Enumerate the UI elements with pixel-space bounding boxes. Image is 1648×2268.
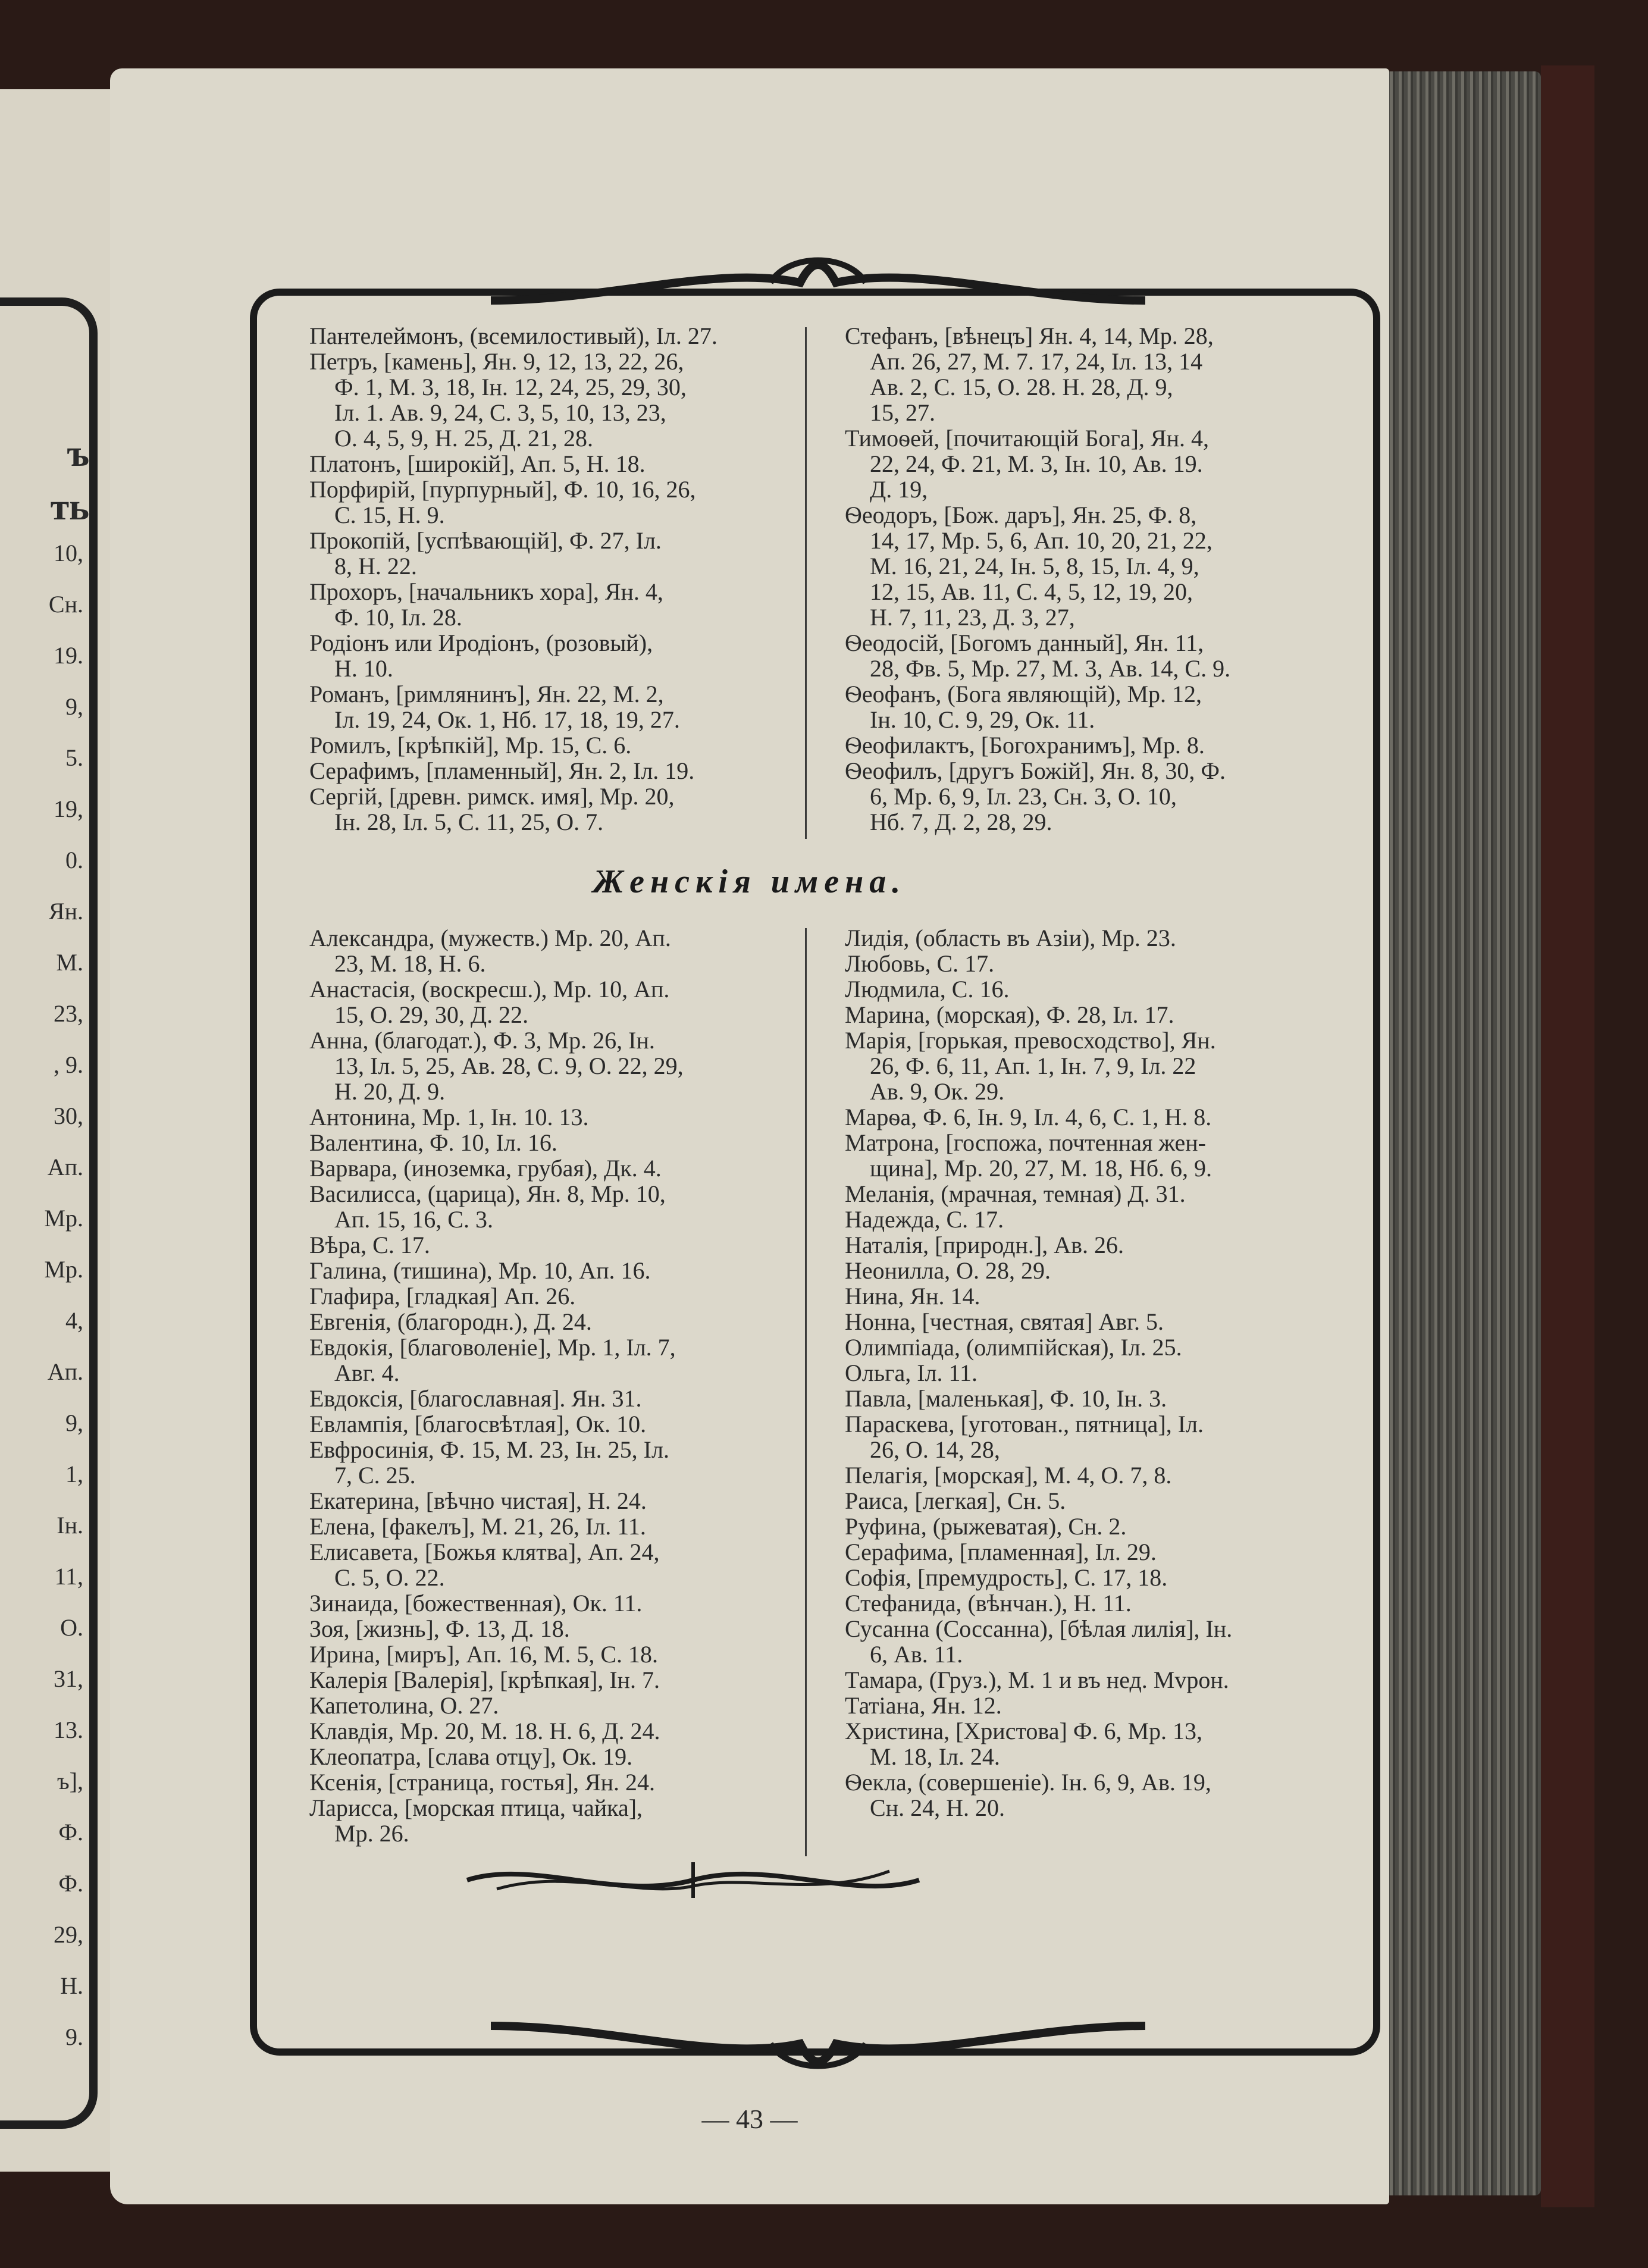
- entry-line: Софія, [премудрость], С. 17, 18.: [845, 1564, 1168, 1591]
- entry-continuation-line: Іл. 1. Ав. 9, 24, С. 3, 5, 10, 13, 23,: [334, 399, 666, 426]
- entry-line: Галина, (тишина), Мр. 10, Ап. 16.: [309, 1257, 651, 1284]
- entry-continuation-line: 13, Іл. 5, 25, Ав. 28, С. 9, О. 22, 29,: [334, 1052, 684, 1079]
- entry-line: Анна, (благодат.), Ф. 3, Мр. 26, Ін.: [309, 1027, 655, 1054]
- entry-line: Александра, (мужеств.) Мр. 20, Ап.: [309, 925, 671, 951]
- entry-line: Родіонъ или Иродіонъ, (розовый),: [309, 629, 653, 656]
- entry-line: Евгенія, (благородн.), Д. 24.: [309, 1308, 592, 1335]
- entry-continuation-line: 23, М. 18, Н. 6.: [334, 950, 486, 977]
- name-entry: [845, 1283, 1309, 1309]
- female-names-right-column: [845, 925, 1309, 1821]
- entry-line: Антонина, Мр. 1, Ін. 10. 13.: [309, 1104, 589, 1130]
- name-entry: [309, 477, 767, 528]
- name-entry: [845, 1028, 1309, 1104]
- entry-continuation-line: Авг. 4.: [334, 1359, 400, 1386]
- name-entry: [309, 1539, 767, 1590]
- left-page-fragment: , 9.: [54, 1051, 83, 1078]
- name-entry: [309, 1130, 767, 1155]
- entry-line: Ѳеофанъ, (Бога являющій), Мр. 12,: [845, 681, 1202, 707]
- page-number: — 43 —: [701, 2104, 798, 2134]
- left-page-fragment: 9.: [65, 2023, 83, 2050]
- entry-line: Руфина, (рыжеватая), Сн. 2.: [845, 1513, 1127, 1540]
- name-entry: [845, 1667, 1309, 1693]
- entry-line: Серафимъ, [пламенный], Ян. 2, Іл. 19.: [309, 757, 695, 784]
- entry-line: Раиса, [легкая], Сн. 5.: [845, 1487, 1066, 1514]
- entry-line: Калерія [Валерія], [крѣпкая], Ін. 7.: [309, 1666, 660, 1693]
- name-entry: [309, 1590, 767, 1616]
- name-entry: [845, 758, 1309, 835]
- left-page-fragment: 19,: [54, 795, 83, 822]
- name-entry: [845, 425, 1309, 502]
- left-facing-page: [0, 89, 117, 2172]
- name-entry: [309, 758, 767, 784]
- entry-continuation-line: Ав. 2, С. 15, О. 28. Н. 28, Д. 9,: [870, 374, 1173, 400]
- entry-line: Сусанна (Соссанна), [бѣлая лилія], Ін.: [845, 1615, 1233, 1642]
- entry-continuation-line: 22, 24, Ф. 21, М. 3, Ін. 10, Ав. 19.: [870, 450, 1203, 477]
- left-page-fragment: ъ: [67, 432, 89, 474]
- name-entry: [845, 1539, 1309, 1565]
- entry-line: Прокопій, [успѣвающій], Ф. 27, Іл.: [309, 527, 662, 554]
- name-entry: [845, 1386, 1309, 1411]
- left-page-fragment: 31,: [54, 1665, 83, 1692]
- name-entry: [845, 1309, 1309, 1335]
- name-entry: [845, 1769, 1309, 1821]
- name-entry: [845, 1207, 1309, 1232]
- left-page-fragment: Ап.: [47, 1154, 83, 1180]
- entry-line: Прохоръ, [начальникъ хора], Ян. 4,: [309, 578, 663, 605]
- name-entry: [845, 1514, 1309, 1539]
- bottom-ornament-icon: [491, 2008, 1145, 2073]
- entry-line: Варвара, (иноземка, грубая), Дк. 4.: [309, 1155, 662, 1182]
- entry-line: Тимоѳей, [почитающій Бога], Ян. 4,: [845, 425, 1209, 452]
- entry-continuation-line: Д. 19,: [870, 476, 928, 503]
- entry-continuation-line: С. 5, О. 22.: [334, 1564, 445, 1591]
- name-entry: [309, 1028, 767, 1104]
- entry-line: Ѳеодосій, [Богомъ данный], Ян. 11,: [845, 629, 1204, 656]
- entry-line: Романъ, [римлянинъ], Ян. 22, М. 2,: [309, 681, 664, 707]
- entry-continuation-line: 6, Ав. 11.: [870, 1641, 963, 1668]
- entry-line: Капетолина, О. 27.: [309, 1692, 499, 1719]
- left-page-fragment: 13.: [54, 1716, 83, 1743]
- entry-line: Тамара, (Груз.), М. 1 и въ нед. Мvрон.: [845, 1666, 1229, 1693]
- name-entry: [309, 1642, 767, 1667]
- entry-line: Порфирій, [пурпурный], Ф. 10, 16, 26,: [309, 476, 696, 503]
- entry-line: Василисса, (царица), Ян. 8, Мр. 10,: [309, 1180, 666, 1207]
- entry-line: Глафира, [гладкая] Ап. 26.: [309, 1283, 576, 1310]
- name-entry: [845, 323, 1309, 425]
- entry-line: Серафима, [пламенная], Іл. 29.: [845, 1539, 1157, 1565]
- name-entry: [845, 1411, 1309, 1462]
- name-entry: [309, 1693, 767, 1718]
- name-entry: [845, 976, 1309, 1002]
- name-entry: [845, 1565, 1309, 1590]
- left-page-fragment: Сн.: [48, 591, 83, 618]
- entry-line: Людмила, С. 16.: [845, 976, 1010, 1003]
- name-entry: [309, 1718, 767, 1744]
- left-page-fragment: 0.: [65, 847, 83, 873]
- name-entry: [845, 1360, 1309, 1386]
- left-page-fragment: Ін.: [57, 1512, 83, 1539]
- entry-continuation-line: 12, 15, Ав. 11, С. 4, 5, 12, 19, 20,: [870, 578, 1193, 605]
- name-entry: [309, 1104, 767, 1130]
- left-page-fragment: ъ],: [57, 1768, 83, 1794]
- name-entry: [309, 1411, 767, 1437]
- entry-line: Клавдія, Мр. 20, М. 18. Н. 6, Д. 24.: [309, 1718, 660, 1744]
- left-page-fragment: Н.: [60, 1972, 83, 1999]
- name-entry: [845, 925, 1309, 951]
- left-page-fragment: М.: [56, 949, 83, 976]
- entry-continuation-line: 26, О. 14, 28,: [870, 1436, 1000, 1463]
- left-page-fragment: 19.: [54, 642, 83, 669]
- entry-continuation-line: Ін. 10, С. 9, 29, Ок. 11.: [870, 706, 1095, 733]
- entry-continuation-line: 28, Фв. 5, Мр. 27, М. 3, Ав. 14, С. 9.: [870, 655, 1231, 682]
- section-heading: Женскія имена.: [593, 863, 907, 900]
- name-entry: [845, 1104, 1309, 1130]
- book-cover-edge: [1541, 65, 1594, 2207]
- left-page-fragment: Ф.: [58, 1819, 83, 1846]
- entry-continuation-line: 14, 17, Мр. 5, 6, Ап. 10, 20, 21, 22,: [870, 527, 1212, 554]
- entry-line: Елисавета, [Божья клятва], Ап. 24,: [309, 1539, 660, 1565]
- entry-line: Татіана, Ян. 12.: [845, 1692, 1002, 1719]
- name-entry: [845, 1693, 1309, 1718]
- name-entry: [845, 1232, 1309, 1258]
- name-entry: [309, 1769, 767, 1795]
- entry-line: Анастасія, (воскресш.), Мр. 10, Ап.: [309, 976, 670, 1003]
- entry-line: Екатерина, [вѣчно чистая], Н. 24.: [309, 1487, 647, 1514]
- entry-continuation-line: Ф. 10, Іл. 28.: [334, 604, 462, 631]
- name-entry: [309, 1258, 767, 1283]
- name-entry: [309, 976, 767, 1028]
- entry-line: Вѣра, С. 17.: [309, 1232, 430, 1258]
- name-entry: [845, 1590, 1309, 1616]
- name-entry: [309, 1155, 767, 1181]
- entry-line: Ромилъ, [крѣпкій], Мр. 15, С. 6.: [309, 732, 632, 759]
- entry-continuation-line: 7, С. 25.: [334, 1462, 416, 1489]
- entry-line: Ѳеофилъ, [другъ Божій], Ян. 8, 30, Ф.: [845, 757, 1226, 784]
- name-entry: [845, 1258, 1309, 1283]
- entry-line: Любовь, С. 17.: [845, 950, 995, 977]
- name-entry: [845, 1462, 1309, 1488]
- top-ornament-icon: [491, 247, 1145, 312]
- entry-line: Евдокія, [благоволеніе], Мр. 1, Іл. 7,: [309, 1334, 676, 1361]
- name-entry: [309, 1386, 767, 1411]
- entry-continuation-line: Ав. 9, Ок. 29.: [870, 1078, 1005, 1105]
- name-entry: [845, 951, 1309, 976]
- name-entry: [845, 630, 1309, 681]
- entry-continuation-line: Ф. 1, М. 3, 18, Ін. 12, 24, 25, 29, 30,: [334, 374, 687, 400]
- entry-continuation-line: Сн. 24, Н. 20.: [870, 1794, 1005, 1821]
- entry-line: Павла, [маленькая], Ф. 10, Ін. 3.: [845, 1385, 1167, 1412]
- name-entry: [845, 1181, 1309, 1207]
- name-entry: [309, 1283, 767, 1309]
- left-page-fragment: Ф.: [58, 1870, 83, 1897]
- entry-line: Христина, [Христова] Ф. 6, Мр. 13,: [845, 1718, 1203, 1744]
- entry-continuation-line: С. 15, Н. 9.: [334, 502, 445, 528]
- left-page-fragment: 1,: [65, 1461, 83, 1487]
- left-page-fragment: 5.: [65, 744, 83, 771]
- name-entry: [309, 1514, 767, 1539]
- name-entry: [309, 1616, 767, 1642]
- entry-line: Ѳеодоръ, [Бож. даръ], Ян. 25, Ф. 8,: [845, 502, 1197, 528]
- name-entry: [309, 528, 767, 579]
- name-entry: [309, 1744, 767, 1769]
- entry-continuation-line: 15, О. 29, 30, Д. 22.: [334, 1001, 529, 1028]
- left-page-fragment: Мр.: [44, 1205, 83, 1232]
- name-entry: [845, 1616, 1309, 1667]
- name-entry: [309, 1437, 767, 1488]
- entry-continuation-line: М. 16, 21, 24, Ін. 5, 8, 15, Іл. 4, 9,: [870, 553, 1199, 579]
- name-entry: [845, 1488, 1309, 1514]
- name-entry: [309, 451, 767, 477]
- column-divider-bottom: [805, 928, 807, 1856]
- entry-line: Неонилла, О. 28, 29.: [845, 1257, 1051, 1284]
- entry-line: Зоя, [жизнь], Ф. 13, Д. 18.: [309, 1615, 570, 1642]
- name-entry: [309, 1181, 767, 1232]
- entry-continuation-line: Н. 10.: [334, 655, 393, 682]
- name-entry: [309, 630, 767, 681]
- entry-line: Елена, [факелъ], М. 21, 26, Іл. 11.: [309, 1513, 646, 1540]
- entry-continuation-line: 26, Ф. 6, 11, Ап. 1, Ін. 7, 9, Іл. 22: [870, 1052, 1196, 1079]
- left-page-fragment: 9,: [65, 693, 83, 720]
- entry-continuation-line: Іл. 19, 24, Ок. 1, Нб. 17, 18, 19, 27.: [334, 706, 680, 733]
- male-names-left-column: [309, 323, 767, 835]
- name-entry: [309, 1667, 767, 1693]
- left-page-fragment: О.: [60, 1614, 83, 1641]
- name-entry: [845, 502, 1309, 630]
- name-entry: [309, 349, 767, 451]
- name-entry: [309, 1795, 767, 1846]
- entry-line: Платонъ, [широкій], Ап. 5, Н. 18.: [309, 450, 646, 477]
- entry-line: Ольга, Іл. 11.: [845, 1359, 978, 1386]
- left-page-fragment: 9,: [65, 1409, 83, 1436]
- entry-line: Параскева, [уготован., пятница], Іл.: [845, 1411, 1204, 1437]
- name-entry: [309, 1488, 767, 1514]
- entry-line: Евфросинія, Ф. 15, М. 23, Ін. 25, Іл.: [309, 1436, 669, 1463]
- entry-line: Стефанида, (вѣнчан.), Н. 11.: [845, 1590, 1132, 1617]
- left-page-fragment: ть: [50, 485, 89, 528]
- entry-line: Меланія, (мрачная, темная) Д. 31.: [845, 1180, 1186, 1207]
- entry-line: Ларисса, [морская птица, чайка],: [309, 1794, 643, 1821]
- entry-line: Евдоксія, [благославная]. Ян. 31.: [309, 1385, 642, 1412]
- left-page-fragment: 23,: [54, 1000, 83, 1027]
- entry-line: Клеопатра, [слава отцу], Ок. 19.: [309, 1743, 633, 1770]
- entry-line: Нина, Ян. 14.: [845, 1283, 980, 1310]
- left-page-fragment: 30,: [54, 1102, 83, 1129]
- entry-line: Зинаида, [божественная), Ок. 11.: [309, 1590, 643, 1617]
- entry-continuation-line: 6, Мр. 6, 9, Іл. 23, Сн. 3, О. 10,: [870, 783, 1177, 810]
- entry-line: Пелагія, [морская], М. 4, О. 7, 8.: [845, 1462, 1172, 1489]
- left-page-fragment: 10,: [54, 540, 83, 566]
- entry-line: Стефанъ, [вѣнецъ] Ян. 4, 14, Мр. 28,: [845, 322, 1214, 349]
- left-page-fragment: Ап.: [47, 1358, 83, 1385]
- name-entry: [845, 1130, 1309, 1181]
- entry-continuation-line: 8, Н. 22.: [334, 553, 417, 579]
- entry-line: Нонна, [честная, святая] Авг. 5.: [845, 1308, 1164, 1335]
- entry-line: Пантелеймонъ, (всемилостивый), Іл. 27.: [309, 322, 718, 349]
- male-names-right-column: [845, 323, 1309, 835]
- name-entry: [309, 1232, 767, 1258]
- name-entry: [309, 732, 767, 758]
- entry-line: Ирина, [миръ], Ап. 16, М. 5, С. 18.: [309, 1641, 659, 1668]
- name-entry: [845, 681, 1309, 732]
- entry-line: Олимпіада, (олимпійская), Іл. 25.: [845, 1334, 1182, 1361]
- entry-continuation-line: Н. 7, 11, 23, Д. 3, 27,: [870, 604, 1075, 631]
- left-page-fragment: Мр.: [44, 1256, 83, 1283]
- entry-continuation-line: Н. 20, Д. 9.: [334, 1078, 446, 1105]
- entry-line: Ксенія, [страница, гостья], Ян. 24.: [309, 1769, 656, 1796]
- entry-line: Сергій, [древн. римск. имя], Мр. 20,: [309, 783, 675, 810]
- entry-line: Матрона, [госпожа, почтенная жен-: [845, 1129, 1206, 1156]
- entry-continuation-line: Ін. 28, Іл. 5, С. 11, 25, О. 7.: [334, 809, 604, 835]
- name-entry: [845, 1002, 1309, 1028]
- entry-continuation-line: Ап. 26, 27, М. 7. 17, 24, Іл. 13, 14: [870, 348, 1203, 375]
- left-page-fragment: 4,: [65, 1307, 83, 1334]
- name-entry: [309, 323, 767, 349]
- entry-line: Марія, [горькая, превосходство], Ян.: [845, 1027, 1216, 1054]
- book-page: [110, 68, 1389, 2204]
- entry-continuation-line: Мр. 26.: [334, 1820, 409, 1847]
- left-page-fragment: 11,: [54, 1563, 83, 1590]
- entry-line: Марѳа, Ф. 6, Ін. 9, Іл. 4, 6, С. 1, Н. 8.: [845, 1104, 1212, 1130]
- entry-continuation-line: Нб. 7, Д. 2, 28, 29.: [870, 809, 1052, 835]
- name-entry: [845, 1335, 1309, 1360]
- left-page-fragment: 29,: [54, 1921, 83, 1948]
- female-names-left-column: [309, 925, 767, 1846]
- name-entry: [845, 1718, 1309, 1769]
- entry-continuation-line: щина], Мр. 20, 27, М. 18, Нб. 6, 9.: [870, 1155, 1212, 1182]
- left-page-fragment: Ян.: [48, 898, 83, 925]
- entry-line: Марина, (морская), Ф. 28, Іл. 17.: [845, 1001, 1174, 1028]
- name-entry: [309, 1309, 767, 1335]
- entry-continuation-line: 15, 27.: [870, 399, 935, 426]
- entry-line: Надежда, С. 17.: [845, 1206, 1004, 1233]
- entry-line: Ѳекла, (совершеніе). Ін. 6, 9, Ав. 19,: [845, 1769, 1211, 1796]
- entry-continuation-line: Ап. 15, 16, С. 3.: [334, 1206, 493, 1233]
- entry-line: Лидія, (область въ Азіи), Мр. 23.: [845, 925, 1176, 951]
- entry-continuation-line: М. 18, Іл. 24.: [870, 1743, 1000, 1770]
- name-entry: [845, 732, 1309, 758]
- name-entry: [309, 579, 767, 630]
- entry-continuation-line: О. 4, 5, 9, Н. 25, Д. 21, 28.: [334, 425, 594, 452]
- entry-line: Петръ, [камень], Ян. 9, 12, 13, 22, 26,: [309, 348, 684, 375]
- name-entry: [309, 925, 767, 976]
- name-entry: [309, 784, 767, 835]
- name-entry: [309, 1335, 767, 1386]
- name-entry: [309, 681, 767, 732]
- page-block-edge: [1368, 71, 1541, 2195]
- decorative-swash-icon: [461, 1853, 925, 1907]
- column-divider-top: [805, 327, 807, 839]
- entry-line: Ѳеофилактъ, [Богохранимъ], Мр. 8.: [845, 732, 1205, 759]
- entry-line: Наталія, [природн.], Ав. 26.: [845, 1232, 1124, 1258]
- entry-line: Валентина, Ф. 10, Іл. 16.: [309, 1129, 557, 1156]
- entry-line: Евлампія, [благосвѣтлая], Ок. 10.: [309, 1411, 647, 1437]
